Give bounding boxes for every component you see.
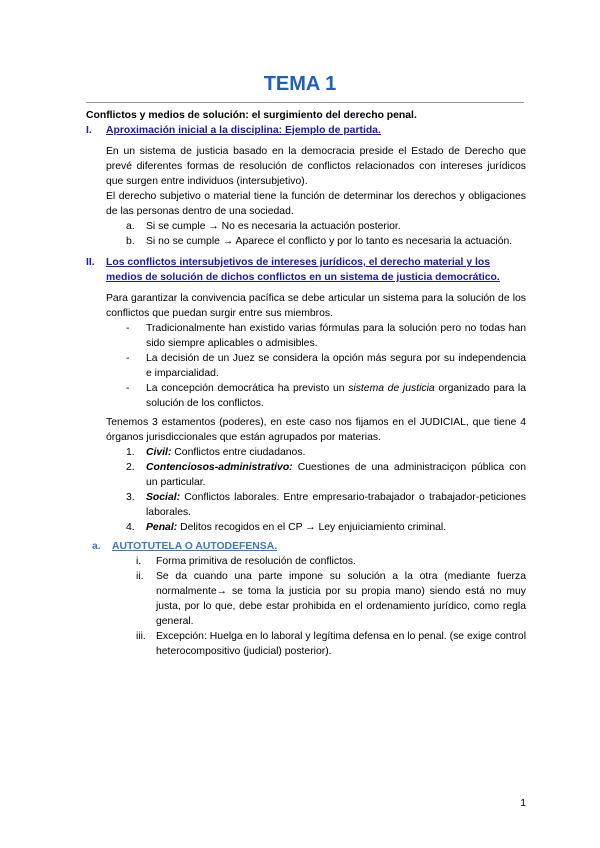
organ-description: Cuestiones de una administraciçon pública con un particular. <box>146 462 526 488</box>
list-marker: - <box>126 353 130 364</box>
list-item <box>126 490 526 520</box>
section-2-number: II. <box>86 257 95 268</box>
list-item <box>126 381 526 411</box>
list-item-text: Se da cuando una parte impone su solución a la otra (mediante fuerza normalmente→ se toma la justicia por su propia mano) siendo está no muy justa, por lo que, debe estar prohibida en el ordenamiento jurídico, como regla general. <box>156 571 526 627</box>
list-item <box>126 460 526 490</box>
list-item-text: Si se cumple → No es necesaria la actuación posterior. <box>146 221 401 232</box>
document-body <box>86 123 526 659</box>
list-item <box>126 219 526 234</box>
section-2-paragraph-1: Para garantizar la convivencia pacífica se debe articular un sistema para la solución de los conflictos que puedan surgir entre sus miembros. <box>106 293 526 319</box>
subsection-a-marker: a. <box>92 541 101 552</box>
organ-description: Delitos recogidos en el CP → Ley enjuiciamiento criminal. <box>177 522 447 533</box>
organ-label: Penal: <box>146 522 178 533</box>
list-marker: ii. <box>136 571 144 582</box>
subsection-a-heading <box>92 539 526 554</box>
list-item <box>136 554 526 569</box>
list-item <box>136 629 526 659</box>
document-subtitle: Conflictos y medios de solución: el surgimiento del derecho penal. <box>86 110 417 121</box>
section-1-paragraph-2: El derecho subjetivo o material tiene la función de determinar los derechos y obligaciones de las personas dentro de una sociedad. <box>106 191 526 217</box>
organ-label: Social: <box>146 492 181 503</box>
title-divider <box>86 102 524 103</box>
list-marker: 2. <box>126 462 135 473</box>
organ-label: Contenciosos-administrativo: <box>146 462 293 473</box>
list-item-text: Tradicionalmente han existido varias fórmulas para la solución pero no todas han sido siempre aplicables o admisibles. <box>146 323 526 349</box>
list-marker: 1. <box>126 447 135 458</box>
section-1-heading <box>86 123 526 138</box>
list-item-text-end: organizado para la solución de los conflictos. <box>146 383 526 409</box>
section-2-title: Los conflictos intersubjetivos de intereses jurídicos, el derecho material y los medios de solución de dichos conflictos en un sistema de justicia democrático. <box>106 257 500 283</box>
list-item <box>126 351 526 381</box>
list-marker: - <box>126 383 130 394</box>
organ-label: Civil: <box>146 447 172 458</box>
list-item-text: Excepción: Huelga en lo laboral y legítima defensa en lo penal. (se exige control heterocompositivo (judicial) posterior). <box>156 631 526 657</box>
section-2-heading <box>86 255 526 285</box>
section-1-title: Aproximación inicial a la disciplina: Ejemplo de partida. <box>106 125 381 136</box>
list-marker: a. <box>126 221 135 232</box>
emphasis-text: sistema de justicia <box>348 383 435 394</box>
subsection-a-title: AUTOTUTELA O AUTODEFENSA. <box>112 541 278 552</box>
page-title: TEMA 1 <box>263 73 337 95</box>
section-1-paragraph-1: En un sistema de justicia basado en la democracia preside el Estado de Derecho que prevé diferentes formas de resolución de conflictos relacionados con intereses jurídicos que surgen entre individuos (intersubjetivo). <box>106 146 526 187</box>
section-1-number: I. <box>86 125 92 136</box>
page-number: 1 <box>520 798 526 809</box>
organ-description: Conflictos laborales. Entre empresario-trabajador o trabajador-peticiones laborales. <box>146 492 526 518</box>
list-item <box>136 569 526 629</box>
list-marker: 3. <box>126 492 135 503</box>
list-item-text: La decisión de un Juez se considera la opción más segura por su independencia e imparcialidad. <box>146 353 526 379</box>
list-item-text-start: La concepción democrática ha previsto un <box>146 383 349 394</box>
list-item <box>126 520 526 535</box>
list-item <box>126 445 526 460</box>
list-item <box>126 321 526 351</box>
section-2-paragraph-2: Tenemos 3 estamentos (poderes), en este caso nos fijamos en el JUDICIAL, que tiene 4 órganos jurisdiccionales que están agrupados por materias. <box>106 417 526 443</box>
list-marker: b. <box>126 236 135 247</box>
list-marker: iii. <box>136 631 146 642</box>
list-item <box>126 234 526 249</box>
list-item-text: Forma primitiva de resolución de conflictos. <box>156 556 356 567</box>
organ-description: Conflictos entre ciudadanos. <box>171 447 306 458</box>
list-item-text: Si no se cumple → Aparece el conflicto y por lo tanto es necesaria la actuación. <box>146 236 513 247</box>
list-marker: i. <box>136 556 142 567</box>
list-marker: - <box>126 323 130 334</box>
list-marker: 4. <box>126 522 135 533</box>
